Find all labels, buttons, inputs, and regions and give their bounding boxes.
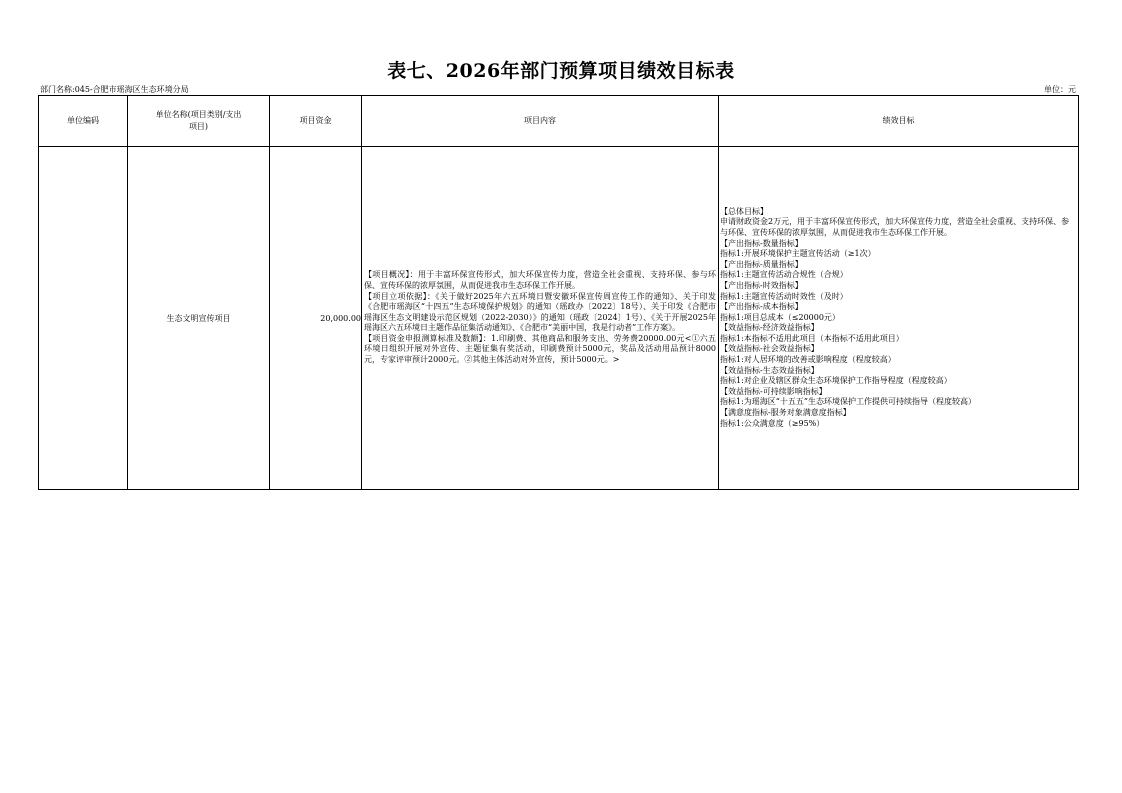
target-line: 指标1:项目总成本（≤20000元） xyxy=(720,312,840,322)
target-line: 指标1:主题宣传活动合规性（合规） xyxy=(720,270,848,280)
target-line: 【产出指标-时效指标】 xyxy=(720,280,803,290)
cell-code xyxy=(39,147,128,490)
target-line: 指标1:本指标不适用此项目（本指标不适用此项目） xyxy=(720,333,904,343)
target-line: 指标1:对企业及辖区群众生态环境保护工作指导程度（程度较高） xyxy=(720,376,952,386)
content-funding: 【项目资金申报测算标准及数额】：1.印刷费、其他商品和服务支出、劳务费20000.00元<①六五环境日组织开展对外宣传、主题征集有奖活动，印刷费预计5000元，奖品及活动用品预计8000元，专家评审预计2000元。②其他主体活动对外宣传，预计5000元。> xyxy=(364,333,716,365)
target-line: 【产出指标-成本指标】 xyxy=(720,302,803,312)
target-line: 指标1:主题宣传活动时效性（及时） xyxy=(720,291,848,301)
cell-name: 生态文明宣传项目 xyxy=(128,147,270,490)
target-line: 【满意度指标-服务对象满意度指标】 xyxy=(720,408,851,418)
target-line: 指标1:为瑶海区“十五五”生态环境保护工作提供可持续指导（程度较高） xyxy=(720,397,976,407)
target-line: 【效益指标-社会效益指标】 xyxy=(720,344,819,354)
target-line: 【产出指标-质量指标】 xyxy=(720,259,803,269)
target-line: 指标1:对人居环境的改善或影响程度（程度较高） xyxy=(720,355,896,365)
performance-table xyxy=(38,95,1079,490)
target-line: 【效益指标-经济效益指标】 xyxy=(720,323,819,333)
header-name-text: 单位名称(项目类别/支出项目) xyxy=(155,110,242,131)
target-line: 【总体目标】 xyxy=(720,206,768,216)
table-row xyxy=(39,147,1079,490)
header-content: 项目内容 xyxy=(362,96,719,147)
target-text xyxy=(719,207,1078,429)
page-title: 表七、2026年部门预算项目绩效目标表 xyxy=(387,60,735,82)
content-text xyxy=(362,270,718,365)
cell-content xyxy=(362,147,719,490)
cell-target xyxy=(719,147,1079,490)
header-code: 单位编码 xyxy=(39,96,128,147)
header-name xyxy=(128,96,270,147)
cell-funds: 20,000.00 xyxy=(270,147,362,490)
target-line: 申请财政资金2万元，用于丰富环保宣传形式，加大环保宣传力度，营造全社会重视、支持环保、参与环保、宣传环保的浓厚氛围，从而促进我市生态环保工作开展。 xyxy=(720,217,1070,237)
target-line: 【效益指标-生态效益指标】 xyxy=(720,365,819,375)
table-header-row xyxy=(39,96,1079,147)
unit-label: 单位：元 xyxy=(1044,85,1076,94)
content-overview: 【项目概况】：用于丰富环保宣传形式，加大环保宣传力度，营造全社会重视、支持环保、参与环保、宣传环保的浓厚氛围，从而促进我市生态环保工作开展。 xyxy=(364,270,716,290)
content-basis: 【项目立项依据】：《关于做好2025年六五环境日暨安徽环保宣传周宣传工作的通知》、关于印发《合肥市瑶海区“十四五”生态环境保护规划》的通知（瑶政办〔2022〕18号）、关于印发《合肥市瑶海区生态文明建设示范区规划（2022-2030）》的通知（瑶政〔2024〕1号）、《关于开展2025年瑶海区六五环境日主题作品征集活动通知》、《合肥市“美丽中国，我是行动者”工作方案》。 xyxy=(364,291,716,333)
target-line: 【产出指标-数量指标】 xyxy=(720,238,803,248)
department-label: 部门名称:045-合肥市瑶海区生态环境分局 xyxy=(40,85,189,94)
target-line: 指标1:开展环境保护主题宣传活动（≥1次） xyxy=(720,249,876,259)
target-line: 【效益指标-可持续影响指标】 xyxy=(720,386,827,396)
header-funds: 项目资金 xyxy=(270,96,362,147)
target-line: 指标1:公众满意度（≥95%） xyxy=(720,418,825,428)
header-target: 绩效目标 xyxy=(719,96,1079,147)
